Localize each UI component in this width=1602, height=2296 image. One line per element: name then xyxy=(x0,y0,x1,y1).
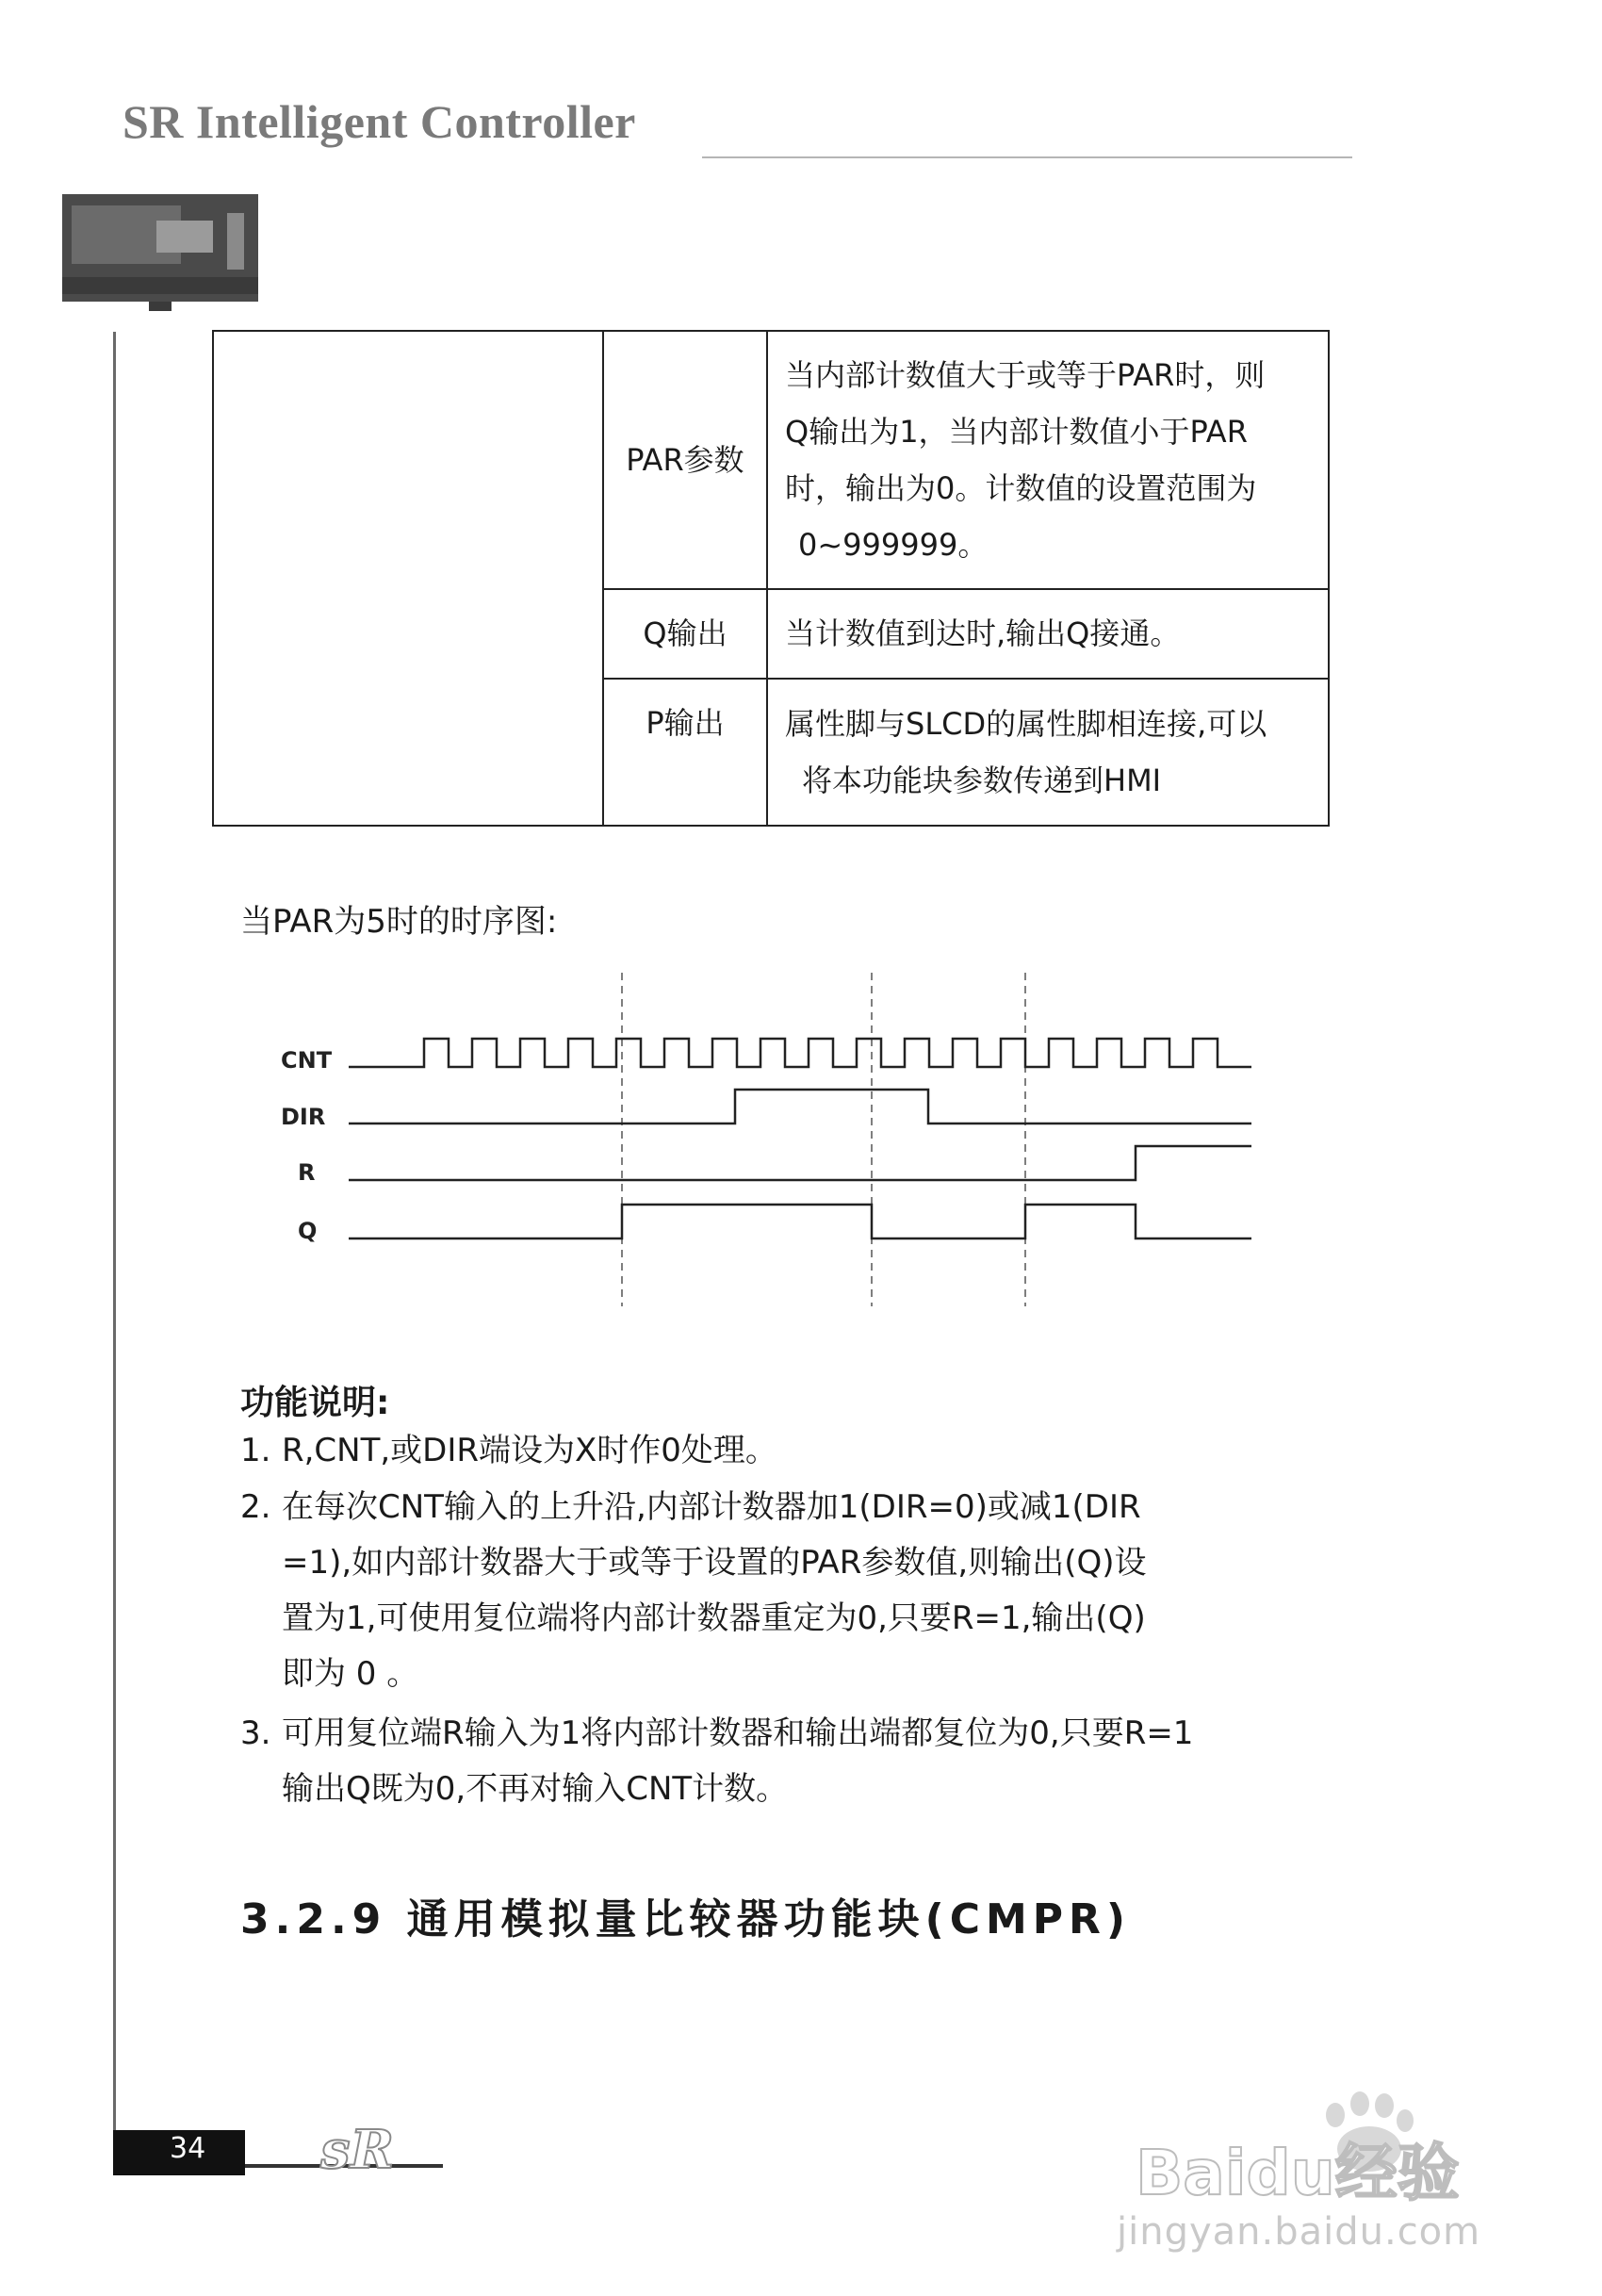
item-line: 输出Q既为0,不再对输入CNT计数。 xyxy=(282,1770,789,1808)
desc-line: 0~999999。 xyxy=(798,526,989,563)
empty-cell xyxy=(213,331,603,826)
list-item xyxy=(240,1423,1333,1479)
q-waveform xyxy=(349,1205,1251,1238)
desc-line: 时，输出为0。计数值的设置范围为 xyxy=(785,469,1257,506)
side-rule xyxy=(113,332,116,2132)
dir-waveform xyxy=(349,1090,1251,1123)
desc-line: Q输出为1，当内部计数值小于PAR xyxy=(785,413,1248,450)
param-name: PAR参数 xyxy=(603,331,767,589)
parameter-table xyxy=(212,330,1330,827)
timing-diagram xyxy=(236,971,1272,1310)
list-item xyxy=(240,1706,1333,1817)
timing-caption: 当PAR为5时的时序图: xyxy=(240,903,558,941)
item-line: 在每次CNT输入的上升沿,内部计数器加1(DIR=0)或减1(DIR xyxy=(282,1488,1141,1526)
watermark-brand: Baidu经验 xyxy=(1136,2137,1460,2206)
page-number: 34 xyxy=(170,2132,206,2165)
watermark-url: jingyan.baidu.com xyxy=(1117,2210,1481,2254)
signal-label-q: Q xyxy=(298,1218,318,1244)
signal-label-dir: DIR xyxy=(281,1104,326,1130)
header-rule xyxy=(702,156,1352,158)
signal-label-cnt: CNT xyxy=(281,1047,333,1074)
function-title: 功能说明: xyxy=(240,1384,390,1422)
desc-line: 当内部计数值大于或等于PAR时，则 xyxy=(785,356,1266,393)
desc-line: 将本功能块参数传递到HMI xyxy=(802,763,1162,799)
section-heading: 3.2.9 通用模拟量比较器功能块(CMPR) xyxy=(240,1895,1132,1943)
controller-device-image xyxy=(62,194,258,302)
item-line: 置为1,可使用复位端将内部计数器重定为0,只要R=1,输出(Q) xyxy=(282,1599,1146,1637)
item-line: =1),如内部计数器大于或等于设置的PAR参数值,则输出(Q)设 xyxy=(282,1544,1147,1582)
param-description xyxy=(767,679,1329,826)
item-line: 可用复位端R输入为1将内部计数器和输出端都复位为0,只要R=1 xyxy=(282,1714,1194,1752)
r-waveform xyxy=(349,1146,1251,1180)
desc-line: 当计数值到达时,输出Q接通。 xyxy=(785,615,1181,652)
cnt-waveform xyxy=(349,1039,1251,1067)
param-name: P输出 xyxy=(603,679,767,826)
item-number: 1. xyxy=(240,1432,271,1469)
signal-label-r: R xyxy=(298,1159,316,1186)
header-title: SR Intelligent Controller xyxy=(123,95,636,148)
param-description xyxy=(767,589,1329,680)
item-number: 2. xyxy=(240,1488,271,1526)
baidu-watermark-logo xyxy=(1136,2083,1475,2206)
list-item xyxy=(240,1480,1333,1702)
desc-line: 属性脚与SLCD的属性脚相连接,可以 xyxy=(785,706,1267,743)
device-foot xyxy=(149,302,172,311)
item-number: 3. xyxy=(240,1714,271,1752)
sr-logo: sR xyxy=(320,2119,395,2181)
param-description xyxy=(767,331,1329,589)
param-name: Q输出 xyxy=(603,589,767,680)
table-row xyxy=(213,331,1329,589)
item-line: R,CNT,或DIR端设为X时作0处理。 xyxy=(282,1432,777,1469)
item-line: 即为 0 。 xyxy=(282,1655,419,1693)
